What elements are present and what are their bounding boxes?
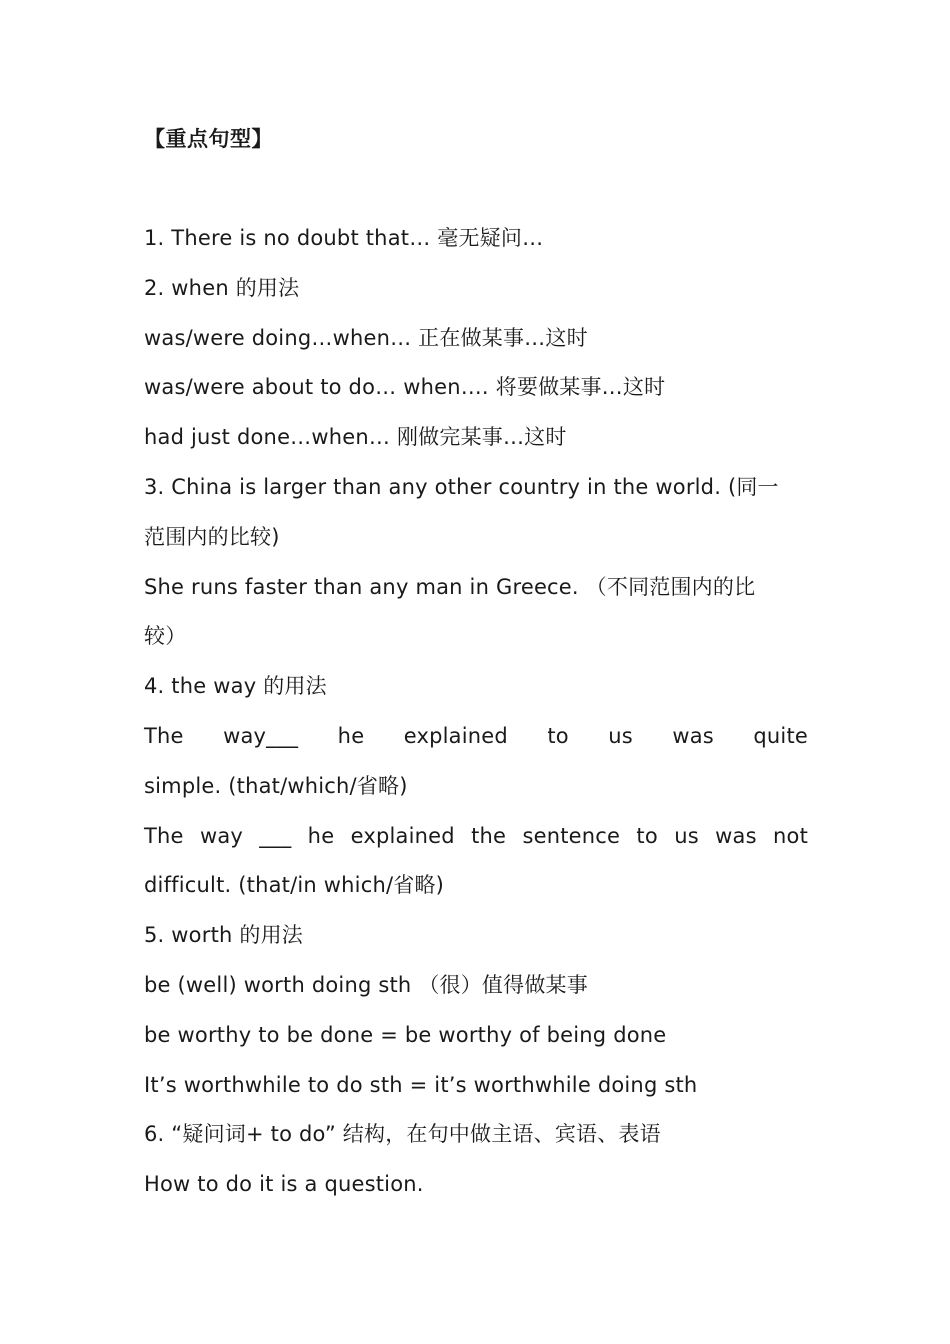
text-line: be worthy to be done = be worthy of being done xyxy=(144,1022,667,1047)
text-line: 6. “疑问词+ to do” 结构，在句中做主语、宾语、表语 xyxy=(144,1122,661,1147)
document-body xyxy=(144,214,808,1210)
text-line: had just done…when… 刚做完某事…这时 xyxy=(144,425,567,450)
section-heading: 【重点句型】 xyxy=(144,127,273,151)
text-line: 1. There is no doubt that… 毫无疑问… xyxy=(144,226,544,250)
text-line: How to do it is a question. xyxy=(144,1172,424,1197)
text-line: was/were about to do… when…. 将要做某事…这时 xyxy=(144,375,666,400)
text-line: The way ___ he explained the sentence to us was not xyxy=(144,823,808,848)
text-line: 范围内的比较) xyxy=(144,524,280,549)
text-line: was/were doing…when… 正在做某事…这时 xyxy=(144,325,588,350)
text-line: It’s worthwhile to do sth = it’s worthwhile doing sth xyxy=(144,1072,698,1097)
text-line: be (well) worth doing sth （很）值得做某事 xyxy=(144,972,588,997)
text-line: She runs faster than any man in Greece. （不同范围内的比 xyxy=(144,574,756,599)
text-line: The way___ he explained to us was quite xyxy=(144,723,808,748)
text-line: 2. when 的用法 xyxy=(144,275,300,300)
text-line: difficult. (that/in which/省略) xyxy=(144,873,445,898)
text-line: simple. (that/which/省略) xyxy=(144,773,408,798)
text-line: 4. the way 的用法 xyxy=(144,674,327,699)
text-line: 较） xyxy=(144,624,187,649)
text-line: 5. worth 的用法 xyxy=(144,923,303,948)
text-line: 3. China is larger than any other country in the world. (同一 xyxy=(144,474,779,499)
